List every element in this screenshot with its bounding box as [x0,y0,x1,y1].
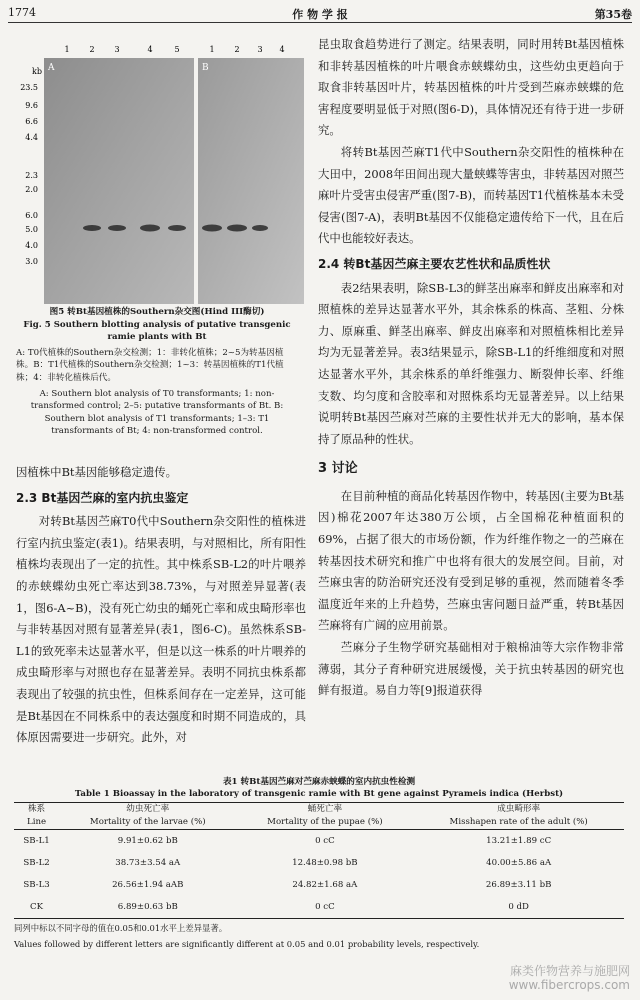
blot-band [202,225,222,232]
column-header: Mortality of the larvae (%) [59,816,236,830]
figure-notes-en: A: Southern blot analysis of T0 transformants; 1: non-transformed control; 2–5: putative transformants of Bt. B: Southern blot analysis of T1 transformants; 1–3: T1 transformants of Bt; 4: non-transformed control. [30,388,284,437]
column-header: 幼虫死亡率 [59,803,236,817]
lane-label: 2 [234,45,240,54]
table-note-cn: 同列中标以不同字母的值在0.05和0.01水平上差异显著。 [14,923,228,933]
lane-label: 3 [257,45,263,54]
paragraph: 将转Bt基因苎麻T1代中Southern杂交阳性的植株种在大田中，2008年田间出现大量蛱蝶等害虫，非转基因对照苎麻叶片受害虫侵害严重(图7-B)，而转基因T1代植株基本未受侵害(图7-A)，表明Bt基因不仅能稳定遗传给下一代，且在后代中也能较好表达。 [318,144,624,246]
paragraph: 表2结果表明，除SB-L3的鲜茎出麻率和鲜皮出麻率和对照植株的差异达显著水平外，其余株系的株高、茎粗、分株力、原麻重、鲜茎出麻率、鲜皮出麻率和对照植株相比差异均为无显著差异。表3结果显示，除SB-L1的纤维细度和对照达显著水平外，其余株系的单纤维强力、断裂伸长率、纤维支数、均匀度和含胶率和对照株系均无显著差异。以上结果说明转Bt基因苎麻对苎麻的主要性状并无大的影响，基本保持了原品种的性状。 [318,280,624,446]
journal-title: 作 物 学 报 [292,8,348,21]
watermark-line: www.fibercrops.com [508,978,630,992]
table-cell: 12.48±0.98 bB [292,857,358,868]
table-cell: 0 cC [315,835,335,846]
right-column [318,34,624,702]
blot-band [252,225,268,231]
figure-caption-cn: 图5 转Bt基因植株的Southern杂交图(Hind III酶切) [49,307,265,317]
section-heading-3: 3 讨论 [318,461,358,477]
marker-label: 9.6 [25,101,38,110]
blot-band [140,225,160,232]
table-cell: 26.56±1.94 aAB [112,879,184,890]
blot-panel-a [44,58,194,304]
paragraph: 对转Bt基因苎麻T0代中Southern杂交阳性的植株进行室内抗虫鉴定(表1)。结果表明，与对照相比，所有阳性植株均表现出了一定的抗性。其中株系SB-L2的叶片喂养的赤蛱蝶幼虫死亡率达到38.73%，与对照差异显著(表1，图6-A~B)，没有死亡幼虫的蛹死亡率和成虫畸形率也与非转基因对照有显著差异(表1，图6-C)。虽然株系SB-L1的致死率未达显著水平，但是以这一株系的叶片喂养的成虫畸形率与对照也存在显著差异。表明不同抗虫株系都表现出了较强的抗虫性，但株系间存在一定差异，这可能是Bt基因在不同株系中的表达强度和时期不同造成的，具体原因需要进一步研究。此外，对 [16,514,306,745]
paragraph: 因植株中Bt基因能够稳定遗传。 [16,465,178,479]
column-header: Misshapen rate of the adult (%) [413,816,624,830]
marker-label: 4.0 [25,241,38,250]
marker-label: 23.5 [20,83,38,92]
table-cell: 24.82±1.68 aA [292,879,358,890]
figure-caption-en: Fig. 5 Southern blotting analysis of putative transgenic ramie plants with Bt [23,319,291,343]
table-row [14,852,624,874]
table-row [14,874,624,896]
lane-label: 2 [89,45,95,54]
marker-label: 6.0 [25,211,38,220]
column-header: 蛹死亡率 [236,803,413,817]
kb-unit-label: kb [32,67,42,76]
lane-label: 3 [114,45,120,54]
lane-label: 4 [279,45,285,54]
paragraph: 昆虫取食趋势进行了测定。结果表明，同时用转Bt基因植株和非转基因植株的叶片喂食赤蛱蝶幼虫，这些幼虫更趋向于取食非转基因叶片，转基因植株的叶片受到苎麻赤蛱蝶的危害程度要明显低于对照(图6-D)，具体情况还有待于进一步研究。 [318,37,624,138]
column-header: 成虫畸形率 [413,803,624,817]
blot-band [83,225,101,231]
panel-a-label: A [48,63,55,73]
table-cell: 0 dD [413,896,624,919]
blot-band [108,225,126,231]
table-row [14,896,624,919]
table-cell: 26.89±3.11 bB [485,879,552,890]
table-cell: SB-L2 [23,857,50,868]
marker-label: 2.3 [25,171,38,180]
column-header: Mortality of the pupae (%) [236,816,413,830]
blot-band [227,225,247,232]
marker-label: 6.6 [25,117,38,126]
table-cell: 40.00±5.86 aA [486,857,552,868]
lane-label: 1 [64,45,70,54]
left-column [16,462,306,749]
column-header: Line [14,816,59,830]
page-header [8,4,632,23]
figure-5-caption [16,306,298,438]
table-cell: 38.73±3.54 aA [115,857,181,868]
table-cell: 9.91±0.62 bB [117,835,178,846]
table-row [14,830,624,853]
column-header: 株系 [14,803,59,817]
southern-blot-figure [12,42,304,304]
marker-label: 4.4 [25,133,38,142]
table-cell: SB-L3 [23,879,50,890]
table-note-en: Values followed by different letters are significantly different at 0.05 and 0.01 probability levels, respectively. [14,939,480,949]
watermark [509,964,630,992]
figure-notes-cn: A: T0代植株的Southern杂交检测；1：非转化植株；2~5为转基因植株。B：T1代植株的Southern杂交检测；1~3：转基因植株的T1代植株；4：非转化植株后代。 [16,347,284,383]
table-cell: 0 cC [236,896,413,919]
bioassay-table [14,802,624,919]
watermark-line: 麻类作物营养与施肥网 [509,964,630,978]
marker-label: 3.0 [25,257,38,266]
marker-label: 2.0 [25,185,38,194]
blot-panel-b [198,58,304,304]
lane-label: 1 [209,45,215,54]
table-cell: 13.21±1.89 cC [486,835,552,846]
marker-label: 5.0 [25,225,38,234]
table-caption-cn: 表1 转Bt基因苎麻对苎麻赤蛱蝶的室内抗虫性检测 [222,777,416,787]
paragraph: 在目前种植的商品化转基因作物中，转基因(主要为Bt基因)棉花2007年达380万公顷，占全国棉花种植面积的69%，占据了很大的市场份额，作为纤维作物之一的苎麻在转基因技术研究和推广中也将有很大的发展空间。目前，对苎麻虫害的防治研究还没有受到足够的重视，然而随着冬季温度近年来的上升趋势，苎麻虫害问题日益严重，转Bt基因苎麻将有广阔的应用前景。 [318,488,624,633]
section-heading-2-3: 2.3 Bt基因苎麻的室内抗虫鉴定 [16,490,189,505]
page-number: 1774 [8,6,36,19]
volume-label: 第35卷 [594,8,632,21]
table-cell: 6.89±0.63 bB [59,896,236,919]
table-caption-en: Table 1 Bioassay in the laboratory of transgenic ramie with Bt gene against Pyrameis indica (Herbst) [74,789,564,799]
table-1 [14,776,624,951]
lane-label: 4 [147,45,153,54]
panel-b-label: B [202,63,209,73]
table-cell: SB-L1 [23,835,50,846]
blot-band [168,225,186,231]
lane-label: 5 [174,45,180,54]
paragraph: 苎麻分子生物学研究基础相对于粮棉油等大宗作物非常薄弱，其分子育种研究进展缓慢，关于抗虫转基因的研究也鲜有报道。易自力等[9]报道获得 [318,640,624,698]
table-cell: CK [14,896,59,919]
section-heading-2-4: 2.4 转Bt基因苎麻主要农艺性状和品质性状 [318,256,551,271]
